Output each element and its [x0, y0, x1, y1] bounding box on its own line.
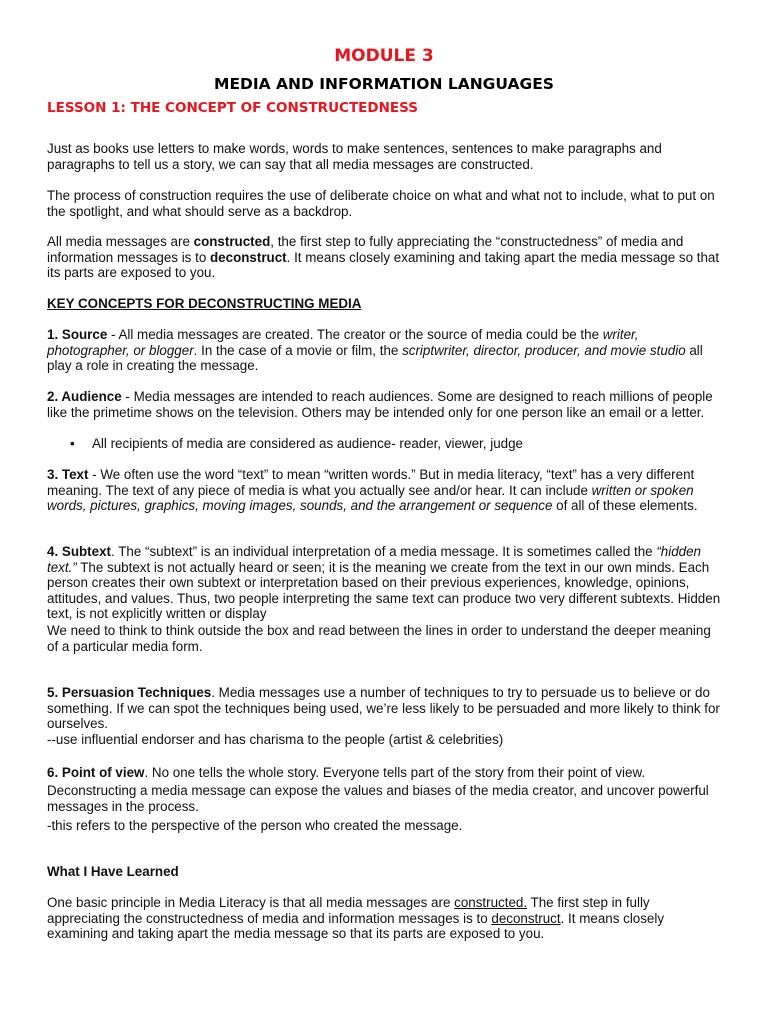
persuasion-text: . Media messages use a number of techniques to try to persuade us to believe or do something. If we can spot the techniques being used, we’re less likely to be persuaded and more likely to think for ourselves.: [47, 685, 720, 732]
p3-text-c: , the first step to fully appreciating the “constructedness” of media and information messages is to: [47, 234, 684, 265]
subtext-text-2: The subtext is not actually heard or seen; it is the meaning we create from the text in our own minds. Each person creates their own subtext or interpretation based on their previous experiences, knowledge, opinions, attitudes, and values. Thus, two people interpreting the same text can produce two very different subtexts. Hidden text, is not explicitly written or display: [47, 559, 721, 622]
persuasion-note: --use influential endorser and has charisma to the people (artist & celebrities): [47, 732, 504, 747]
text-italic-1: written or spoken words, pictures, graphics, moving images, sounds, and the arrangement or sequence: [47, 482, 694, 514]
audience-bullet-text: All recipients of media are considered as audience- reader, viewer, judge: [92, 436, 523, 451]
intro-paragraph-1: Just as books use letters to make words, words to make sentences, sentences to make paragraphs and paragraphs to tell us a story, we can say that all media messages are constructed.: [47, 141, 662, 172]
learned-heading: What I Have Learned: [47, 864, 179, 879]
intro-paragraph-3: [47, 234, 723, 281]
p3-text-a: All media messages are: [47, 234, 194, 249]
concept-audience: [47, 389, 723, 420]
text-text-2: of all of these elements.: [552, 498, 698, 514]
p3-deconstruct: deconstruct: [210, 249, 287, 265]
lesson-title: LESSON 1: THE CONCEPT OF CONSTRUCTEDNESS: [47, 100, 418, 116]
learned-paragraph: [47, 895, 723, 942]
source-italic-2: scriptwriter, director, producer, and movie studio: [402, 342, 686, 358]
learned-text-3: . It means closely examining and taking apart the media message so that its parts are exposed to you.: [47, 910, 665, 942]
text-label: 3. Text: [47, 467, 89, 482]
learned-text-2: The first step in fully appreciating the constructedness of media and information messages is to: [47, 895, 650, 926]
p3-constructed: constructed: [193, 234, 271, 249]
subtext-label: 4. Subtext: [47, 544, 111, 559]
bullet-marker: •: [70, 436, 75, 451]
concept-point-of-view: [47, 765, 723, 781]
text-text-1: - We often use the word “text” to mean “written words.” But in media literacy, “text” has a very different meaning. The text of any piece of media is what you actually see and/or hear. It can include: [47, 467, 695, 498]
pov-label: 6. Point of view: [47, 765, 145, 780]
source-text-3: all play a role in creating the message.: [47, 342, 703, 374]
p3-text-e: . It means closely examining and taking apart the media message so that its parts are exposed to you.: [47, 249, 720, 281]
subtext-note: We need to think to think outside the box and read between the lines in order to understand the deeper meaning of a particular media form.: [47, 623, 711, 654]
audience-bullet: [70, 436, 720, 452]
audience-text: - Media messages are intended to reach audiences. Some are designed to reach millions of people like the primetime shows on the television. Others may be intended only for one person like an email or a letter.: [47, 389, 713, 420]
audience-label: 2. Audience: [47, 389, 122, 404]
concept-subtext: [47, 544, 723, 622]
learned-deconstruct: deconstruct: [491, 910, 561, 926]
subtext-italic: “hidden text.”: [47, 544, 701, 575]
learned-constructed: constructed.: [454, 895, 528, 910]
module-title: MODULE 3: [334, 46, 434, 66]
source-text-1: - All media messages are created. The creator or the source of media could be the: [107, 327, 603, 342]
intro-paragraph-2: The process of construction requires the use of deliberate choice on what and what not to include, what to put on the spotlight, and what should serve as a backdrop.: [47, 188, 715, 219]
pov-text: . No one tells the whole story. Everyone tells part of the story from their point of view.: [144, 765, 646, 780]
key-concepts-heading: KEY CONCEPTS FOR DECONSTRUCTING MEDIA: [47, 296, 362, 311]
source-text-2: . In the case of a movie or film, the: [193, 342, 403, 358]
concept-source: [47, 327, 723, 374]
pov-text-2: Deconstructing a media message can expose the values and biases of the media creator, and uncover powerful messages in the process.: [47, 783, 709, 814]
source-italic-1: writer, photographer, or blogger: [47, 327, 639, 358]
source-label: 1. Source: [47, 327, 108, 342]
concept-text: [47, 467, 723, 514]
pov-note: -this refers to the perspective of the person who created the message.: [47, 818, 463, 833]
persuasion-label: 5. Persuasion Techniques: [47, 685, 212, 700]
subtext-text-1: . The “subtext” is an individual interpretation of a media message. It is sometimes called the: [111, 544, 657, 559]
concept-persuasion: [47, 685, 723, 732]
document-title: MEDIA AND INFORMATION LANGUAGES: [214, 75, 554, 93]
learned-text-1: One basic principle in Media Literacy is that all media messages are: [47, 895, 455, 910]
